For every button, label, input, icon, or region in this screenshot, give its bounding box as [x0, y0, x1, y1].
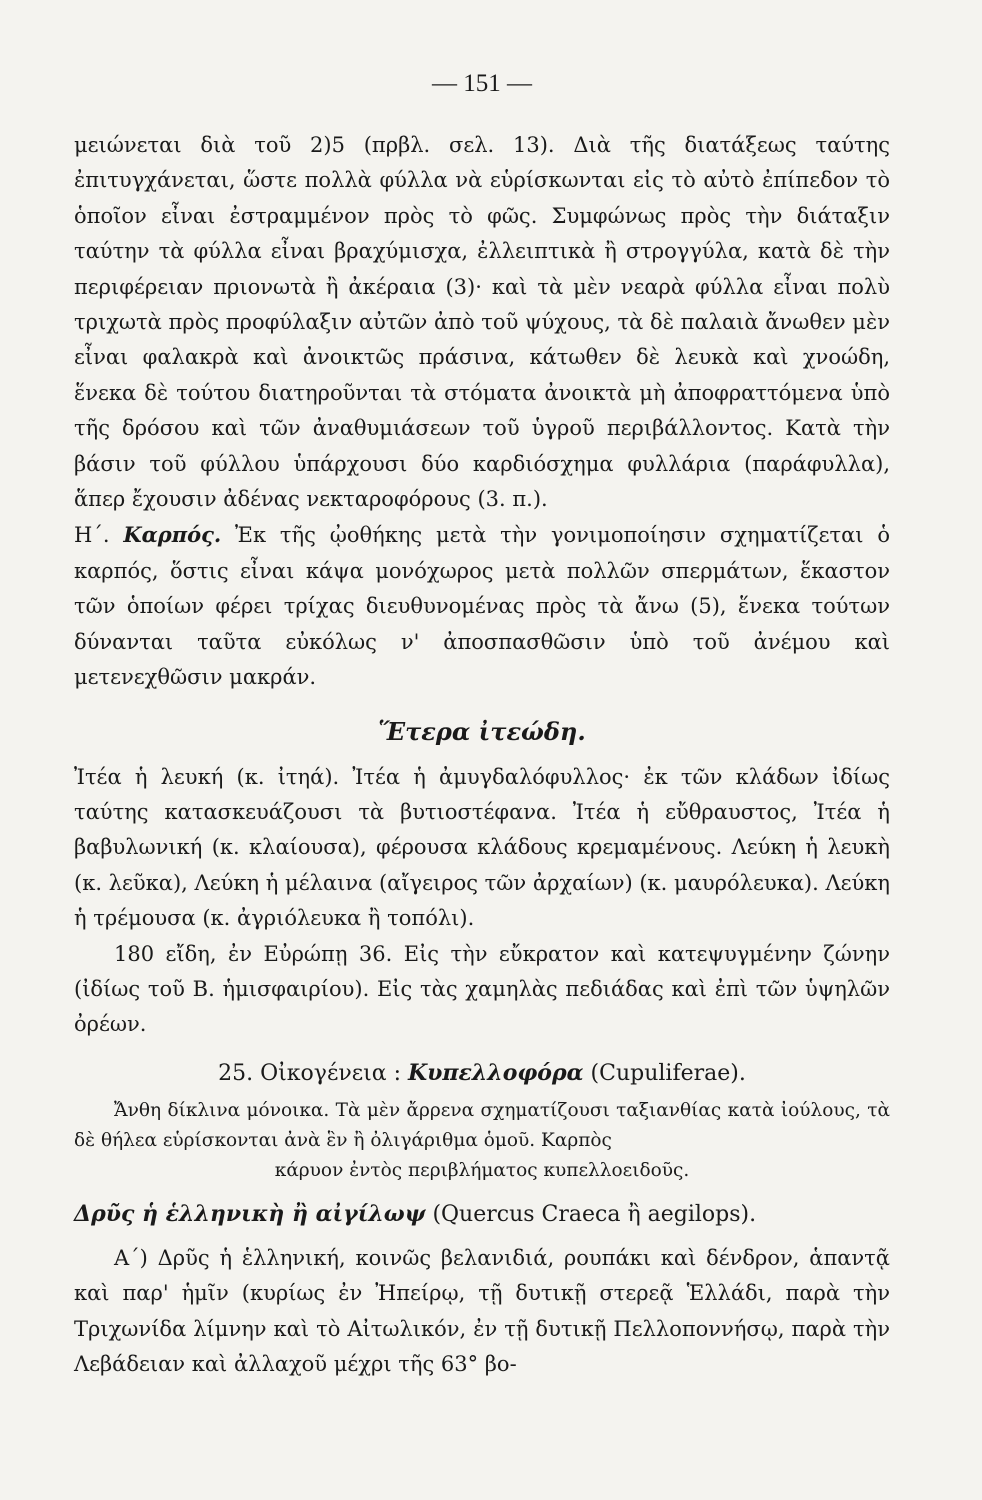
paragraph-greek-oak: Α΄) Δρῦς ἡ ἑλληνική, κοινῶς βελανιδιά, ρουπάκι καὶ δένδρον, ἁπαντᾷ καὶ παρ' ἡμῖν (κυρίως ἐν Ἠπείρῳ, τῇ δυτικῇ στερεᾷ Ἑλλάδι, παρὰ τὴν Τριχωνίδα λίμνην καὶ τὸ Αἰτωλικόν, ἐν τῇ δυτικῇ Πελλοποννήσῳ, παρὰ τὴν Λεβάδειαν καὶ ἀλλαχοῦ μέχρι τῆς 63° βο- [74, 1245, 890, 1376]
family-heading [74, 1055, 890, 1092]
species-greek-name: Δρῦς ἡ ἑλληνικὴ ἢ αἰγίλωψ [74, 1200, 426, 1227]
paragraph-fruit [74, 517, 890, 695]
family-prefix: 25. Οἰκογένεια : [218, 1060, 401, 1086]
fruit-title: Καρπός. [123, 522, 222, 548]
paragraph-leaf-arrangement: μειώνεται διὰ τοῦ 2)5 (πρβλ. σελ. 13). Διὰ τῆς διατάξεως ταύτης ἐπιτυγχάνεται, ὥστε πολλὰ φύλλα νὰ εὑρίσκωνται εἰς τὸ αὐτὸ ἐπίπεδον τὸ ὁποῖον εἶναι ἐστραμμένον πρὸς τὸ φῶς. Συμφώνως πρὸς τὴν διάταξιν ταύτην τὰ φύλλα εἶναι βραχύμισχα, ἐλλειπτικὰ ἢ στρογγύλα, κατὰ δὲ τὴν περιφέρειαν πριονωτὰ ἢ ἀκέραια (3)· καὶ τὰ μὲν νεαρὰ φύλλα εἶναι πολὺ τριχωτὰ πρὸς προφύλαξιν αὐτῶν ἀπὸ τοῦ ψύχους, τὰ δὲ παλαιὰ ἄνωθεν μὲν εἶναι φαλακρὰ καὶ ἀνοικτῶς πράσινα, κάτωθεν δὲ λευκὰ καὶ χνοώδη, ἕνεκα δὲ τούτου διατηροῦνται τὰ στόματα ἀνοικτὰ μὴ ἀποφραττόμενα ὑπὸ τῆς δρόσου καὶ τῶν ἀναθυμιάσεων τοῦ ὑγροῦ περιβάλλοντος. Κατὰ τὴν βάσιν τοῦ φύλλου ὑπάρχουσι δύο καρδιόσχημα φυλλάρια (παράφυλλα), ἅπερ ἔχουσιν ἀδένας νεκταροφόρους (3. π.). [74, 133, 890, 512]
page-number: — 151 — [432, 70, 532, 97]
family-description: Ἄνθη δίκλινα μόνοικα. Τὰ μὲν ἄρρενα σχηματίζουσι ταξιανθίας κατὰ ἰούλους, τὰ δὲ θήλεα εὑρίσκονται ἀνὰ ἓν ἢ ὀλιγάριθμα ὁμοῦ. Καρπὸς [74, 1099, 890, 1151]
family-latin: (Cupuliferae). [590, 1060, 746, 1086]
species-latin-name: (Quercus Craeca ἢ aegilops). [432, 1201, 757, 1227]
paragraph-distribution: 180 εἴδη, ἐν Εὐρώπῃ 36. Εἰς τὴν εὔκρατον καὶ κατεψυγμένην ζώνην (ἰδίως τοῦ Β. ἡμισφαιρίου). Εἰς τὰς χαμηλὰς πεδιάδας καὶ ἐπὶ τῶν ὑψηλῶν ὀρέων. [74, 941, 890, 1037]
species-heading [74, 1194, 890, 1235]
book-page [74, 70, 890, 1382]
paragraph-willow-species: Ἰτέα ἡ λευκή (κ. ἰτηά). Ἰτέα ἡ ἀμυγδαλόφυλλος· ἐκ τῶν κλάδων ἰδίως ταύτης κατασκευάζουσι τὰ βυτιοστέφανα. Ἰτέα ἡ εὔθραυστος, Ἰτέα ἡ βαβυλωνική (κ. κλαίουσα), φέρουσα κλάδους κρεμαμένους. Λεύκη ἡ λευκὴ (κ. λεῦκα), Λεύκη ἡ μέλαινα (αἴγειρος τῶν ἀρχαίων) (κ. μαυρόλευκα). Λεύκη ἡ τρέμουσα (κ. ἀγριόλευκα ἢ τοπόλι). [74, 764, 890, 931]
family-description-last: κάρυον ἐντὸς περιβλήματος κυπελλοειδοῦς. [274, 1159, 690, 1181]
family-name: Κυπελλοφόρα [408, 1059, 584, 1086]
section-heading-other-willows: Ἕτερα ἰτεώδη. [378, 716, 586, 746]
fruit-text: Ἐκ τῆς ᾠοθήκης μετὰ τὴν γονιμοποίησιν σχηματίζεται ὁ καρπός, ὅστις εἶναι κάψα μονόχωρος μετὰ πολλῶν σπερμάτων, ἕκαστον τῶν ὁποίων φέρει τρίχας διευθυνομένας πρὸς τὰ ἄνω (5), ἕνεκα τούτων δύνανται ταῦτα εὐκόλως ν' ἀποσπασθῶσιν ὑπὸ τοῦ ἀνέμου καὶ μετενεχθῶσιν μακράν. [74, 523, 890, 690]
section-label: Η΄. [74, 523, 110, 548]
